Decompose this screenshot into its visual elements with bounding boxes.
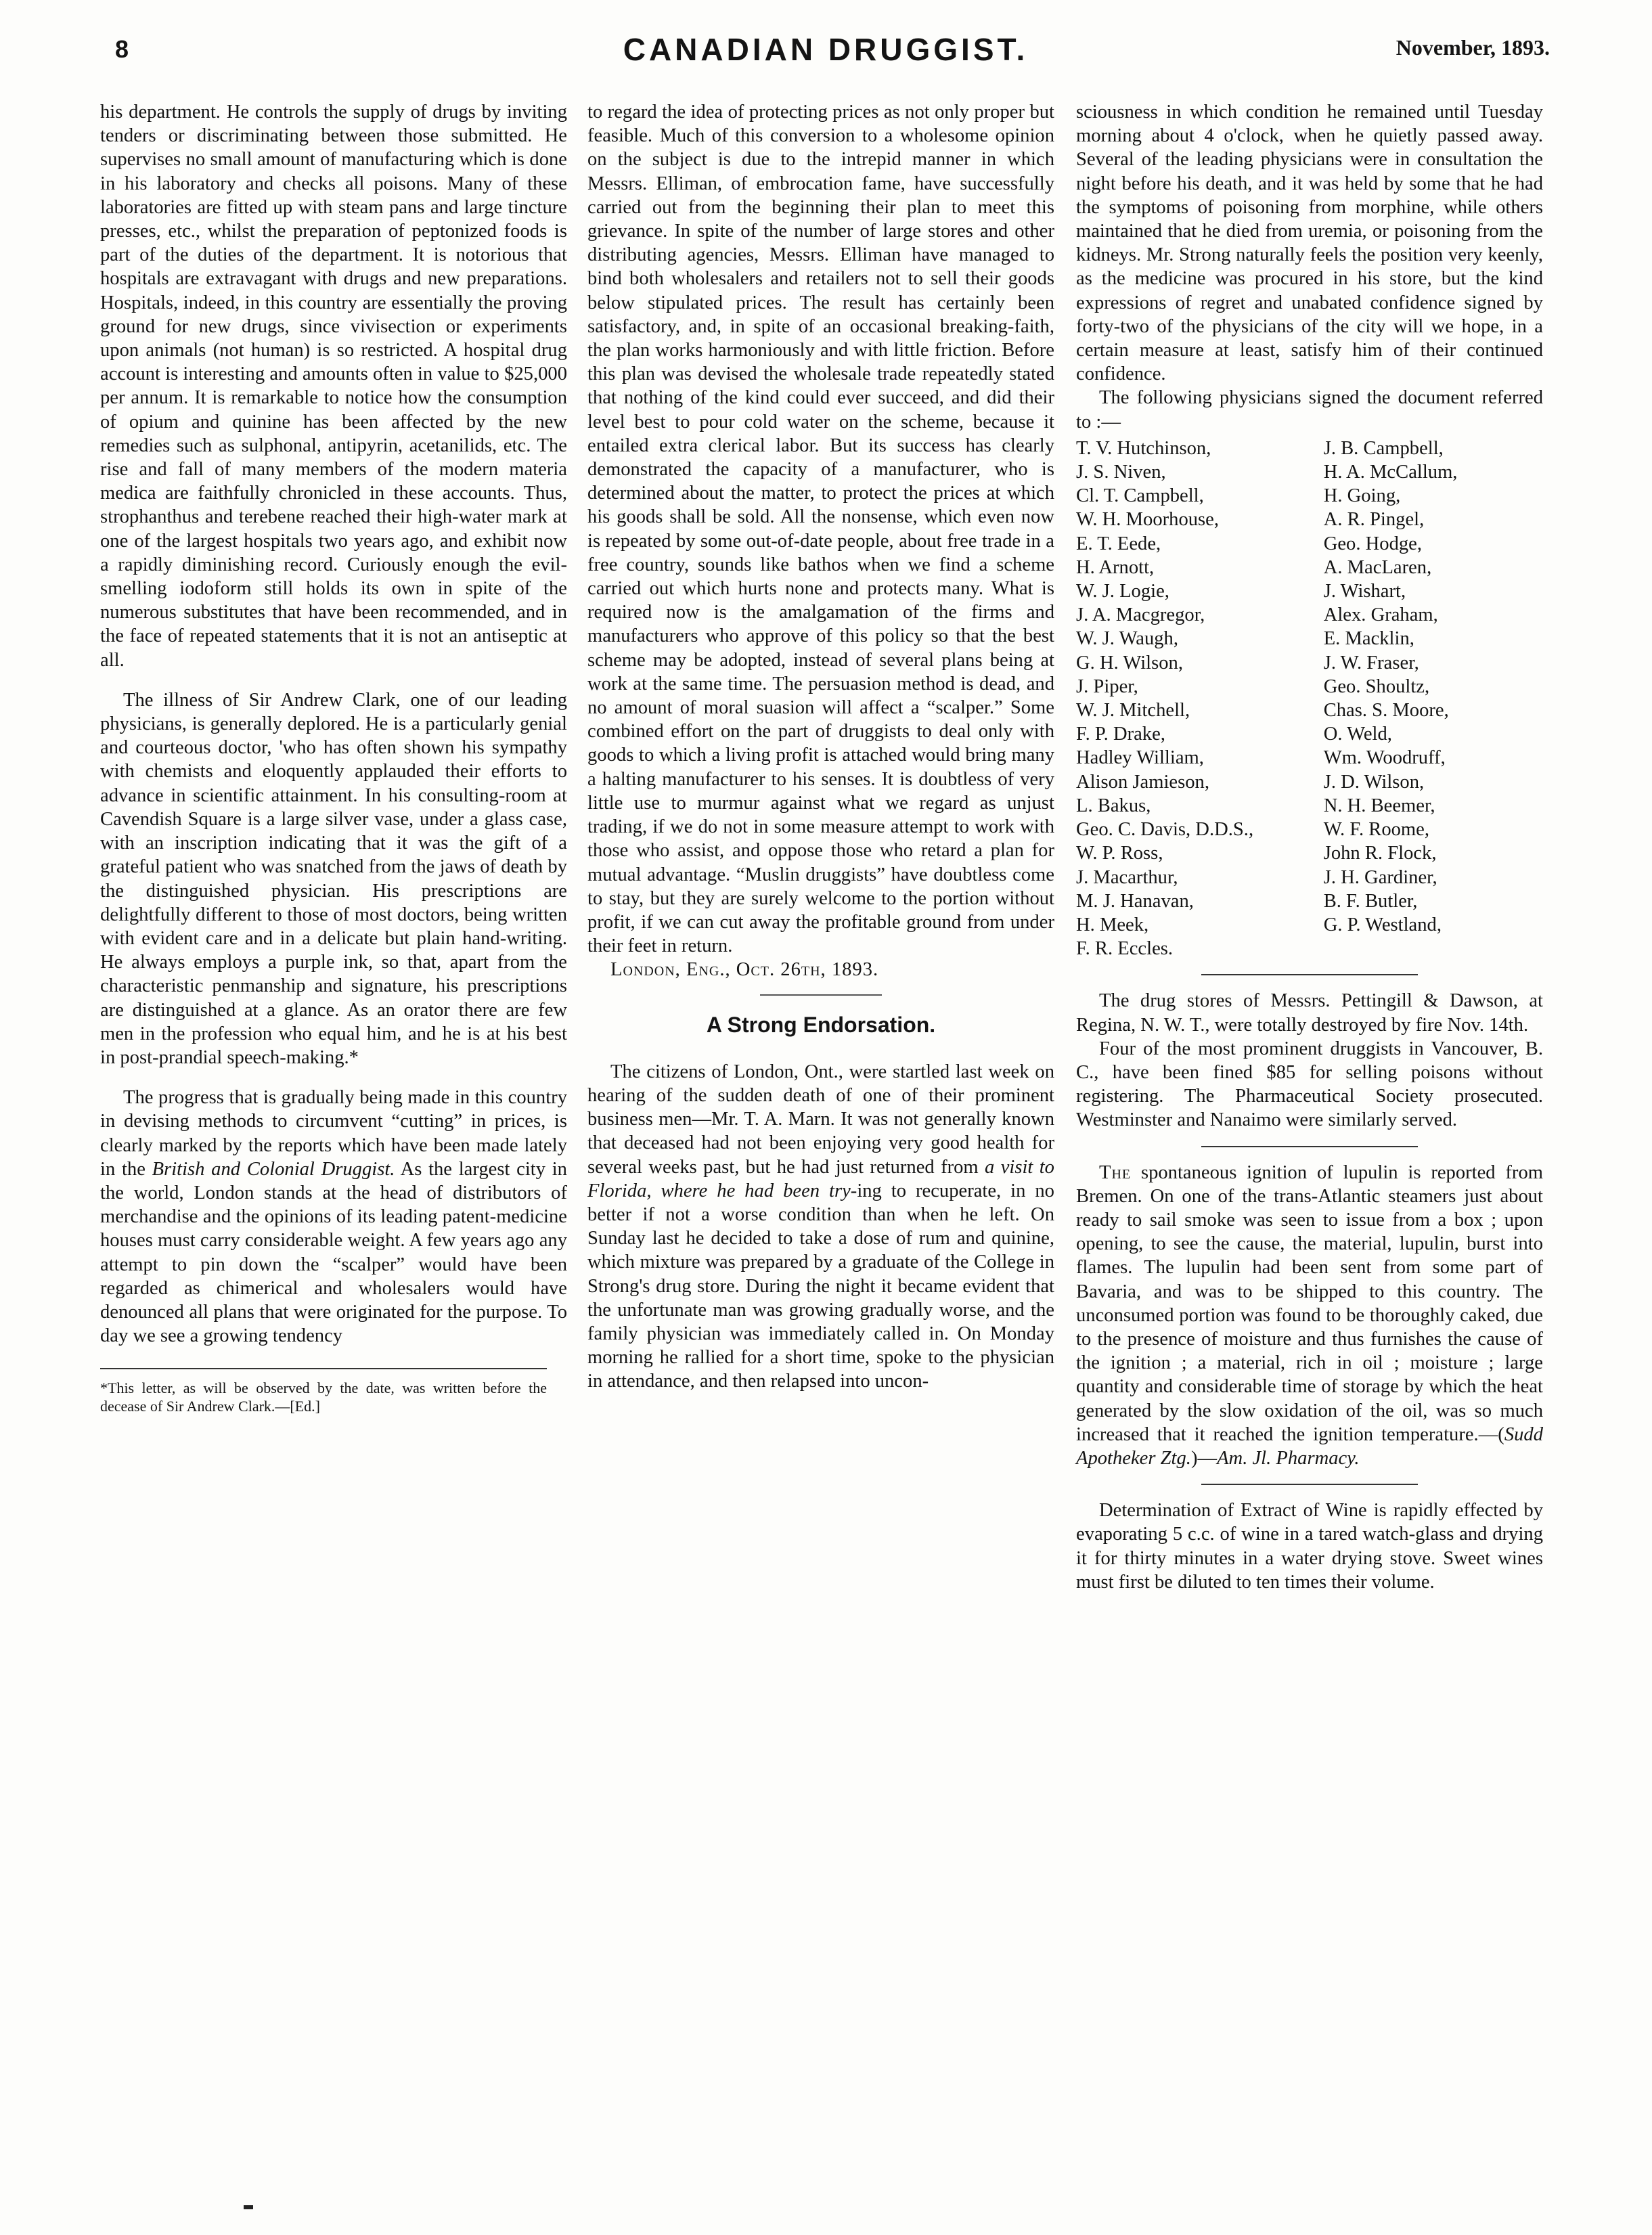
physician-name: W. F. Roome, bbox=[1323, 819, 1430, 841]
text-run: As the largest city in the world, London stands at the head of distributors of merchandise and the opinions of its leading patent-medicine houses must carry considerable weight. A few years ago any attempt to pin down the “scalper” would have been regarded as chimerical and wholesalers would have denounced all plans that were originated for the purpose. To day we see a growing tendency bbox=[100, 1158, 567, 1347]
physician-row bbox=[1076, 484, 1543, 508]
letter-dateline: London, Eng., Oct. 26th, 1893. bbox=[610, 959, 879, 981]
physician-row bbox=[1076, 579, 1543, 603]
physician-row bbox=[1076, 508, 1543, 531]
divider-rule bbox=[760, 994, 882, 996]
physician-row bbox=[1076, 889, 1543, 913]
physician-row bbox=[1076, 818, 1543, 841]
physician-row bbox=[1076, 651, 1543, 675]
physician-name: H. A. McCallum, bbox=[1323, 462, 1458, 483]
article-paragraph: to regard the idea of protecting prices as not only proper but feasible. Much of this conversion to a wholesome opinion on the subject is due to the intrepid manner in which Messrs. Elliman, of embrocation fame, have successfully carried out from the beginning their plan to meet this grievance. In spite of the number of large stores and other distributing agencies, Messrs. Elliman have managed to bind both wholesalers and retailers not to sell their goods below stipulated prices. The result has certainly been satisfactory, and, in spite of an occasional breaking-faith, the plan works harmoniously and with little friction. Before this plan was devised the wholesale trade repeatedly stated that nothing of the kind could ever succeed, and did their level best to pour cold water on the scheme, because it entailed extra clerical labor. But its success has clearly demonstrated the capacity of a manufacturer, who is determined about the matter, to protect the prices at which his goods shall be sold. All the nonsense, which even now is repeated by some out-of-date people, about free trade in a free country, sounds like bathos when we find a scheme carried out which hurts none and protects many. What is required now is the amalgamation of the firms and manufacturers who approve of this policy so that the best scheme may be adopted, instead of several plans being at work at the same time. The persuasion method is dead, and no amount of moral suasion will affect a “scalper.” Some combined effort on the part of druggists to deal only with goods to which a living profit is attached would bring many a halting manufacturer to his senses. It is doubtless of very little use to murmur against what we regard as unjust trading, if we do not in some measure attempt to work with those who assist, and oppose those who retard a plan for mutual advantage. “Muslin druggists” have doubtless come to stay, but they are surely welcome to the portion without profit, if we can cut away the profitable ground from under their feet in return. bbox=[587, 102, 1054, 957]
physician-name: A. MacLaren, bbox=[1323, 556, 1432, 578]
physician-row bbox=[1076, 627, 1543, 650]
physician-row bbox=[1076, 722, 1543, 746]
physician-name: Geo. C. Davis, D.D.S., bbox=[1076, 819, 1254, 841]
physician-name: A. R. Pingel, bbox=[1323, 509, 1425, 531]
physician-name: W. J. Waugh, bbox=[1076, 628, 1178, 650]
divider-rule bbox=[1201, 1146, 1418, 1147]
print-mark bbox=[244, 2205, 253, 2209]
text-run: The citizens of London, Ont., were startled last week on hearing of the sudden death of one of their prominent business men—Mr. T. A. Marn. It was not generally known that deceased had not been enjoying very good health for several weeks past, but he had just returned from bbox=[587, 1061, 1054, 1178]
physician-name: E. T. Eede, bbox=[1076, 533, 1161, 554]
article-paragraph: sciousness in which condition he remained until Tuesday morning about 4 o'clock, when he quietly passed away. Several of the leading physicians were in consultation the night before his death, and it was held by some that he had the symptoms of poisoning from morphine, while others maintained that he died from uremia, or poisoning from the kidneys. Mr. Strong naturally feels the position very keenly, as the medicine was procured in his store, but the kind expressions of regret and unabated confidence signed by forty-two of the physicians of the city will we hope, in a certain measure at least, satisfy him of their continued confidence. bbox=[1076, 102, 1543, 385]
news-item: The drug stores of Messrs. Pettingill & Dawson, at Regina, N. W. T., were totally destroyed by fire Nov. 14th. bbox=[1076, 990, 1543, 1036]
physician-name: Wm. Woodruff, bbox=[1323, 747, 1446, 769]
physician-row bbox=[1076, 866, 1543, 889]
physician-name: J. Wishart, bbox=[1323, 581, 1406, 602]
text-run: spontaneous ignition of lupulin is reported from Bremen. On one of the trans-Atlantic steamers just about ready to sail smoke was seen to issue from a box ; upon opening, to see the cause, the material, lupulin, burst into flames. The lupulin had been sent from some part of Bavaria, and was to be shipped to this country. The unconsumed portion was found to be thoroughly caked, due to the presence of moisture and thus furnishes the cause of the ignition ; a material, rich in oil ; moisture ; large quantity and considerable time of storage by which the heat generated by the slow oxidation of the oil, was so much increased that it reached the ignition temperature.—( bbox=[1076, 1161, 1543, 1445]
article-paragraph bbox=[587, 1060, 1054, 1394]
physician-name: Alison Jamieson, bbox=[1076, 771, 1209, 793]
physician-name: J. S. Niven, bbox=[1076, 462, 1166, 483]
physician-row bbox=[1076, 437, 1543, 460]
source-citation: Am. Jl. Pharmacy. bbox=[1217, 1447, 1360, 1469]
physician-name: Geo. Hodge, bbox=[1323, 533, 1423, 554]
physician-name: H. Arnott, bbox=[1076, 556, 1155, 578]
physician-row bbox=[1076, 794, 1543, 818]
section-heading: A Strong Endorsation. bbox=[706, 1012, 936, 1037]
physician-name: B. F. Butler, bbox=[1323, 890, 1418, 912]
physicians-list bbox=[1076, 437, 1543, 960]
source-citation: Sudd Apotheker Ztg. bbox=[1076, 1423, 1543, 1469]
text-run-italic: a visit to Florida, where he had been try- bbox=[587, 1156, 1054, 1201]
physician-name: G. H. Wilson, bbox=[1076, 652, 1183, 673]
text-run: ing to recuperate, in no better if not a worse condition than when he left. On Sunday last he decided to take a dose of rum and quinine, which mixture was prepared by a graduate of the College in Strong's drug store. During the night it became evident that the unfortunate man was growing gradually worse, and the family physician was immediately called in. On Monday morning he rallied for a short time, spoke to the physician in attendance, and then relapsed into uncon- bbox=[587, 1180, 1054, 1392]
physician-name: J. W. Fraser, bbox=[1323, 652, 1419, 673]
masthead-title: CANADIAN DRUGGIST. bbox=[623, 32, 1029, 67]
physician-name bbox=[1324, 937, 1543, 960]
physician-row bbox=[1076, 699, 1543, 722]
physician-name: H. Going, bbox=[1323, 485, 1401, 507]
physician-name: Chas. S. Moore, bbox=[1323, 700, 1449, 722]
news-item: Determination of Extract of Wine is rapidly effected by evaporating 5 c.c. of wine in a tared watch-glass and drying it for thirty minutes in a water drying stove. Sweet wines must first be diluted to ten times their volume. bbox=[1076, 1500, 1543, 1593]
article-paragraph: his department. He controls the supply of drugs by inviting tenders or discriminating between those submitted. He supervises no small amount of manufacturing which is done in his laboratory and checks all poisons. Many of these laboratories are fitted up with steam pans and large tincture presses, etc., whilst the preparation of peptonized foods is part of the duties of the department. It is notorious that hospitals are extravagant with drugs and new preparations. Hospitals, indeed, in this country are essentially the proving ground for new drugs, since vivisection or experiments upon animals (not human) is so restricted. A hospital drug account is interesting and amounts often in value to $25,000 per annum. It is remarkable to notice how the consumption of opium and quinine has been affected by the new remedies such as sulphonal, antipyrin, acetanilids, etc. The rise and fall of many members of the modern materia medica are faithfully chronicled in these accounts. Thus, strophanthus and terebene reached their high-water mark at one of the largest hospitals two years ago, and exhibit now a rapidly diminishing record. Curiously enough the evil-smelling iodoform still holds its own in spite of the numerous substitutes that have been recommended, and in the face of repeated statements that it is not an antiseptic at all. bbox=[100, 102, 567, 671]
physician-name: M. J. Hanavan, bbox=[1076, 890, 1194, 912]
physician-name: H. Meek, bbox=[1076, 914, 1149, 935]
physician-name: J. H. Gardiner, bbox=[1323, 866, 1437, 888]
physician-row bbox=[1076, 532, 1543, 556]
issue-date: November, 1893. bbox=[1396, 35, 1550, 60]
physician-row bbox=[1076, 770, 1543, 794]
physician-name: W. P. Ross, bbox=[1076, 843, 1163, 864]
physician-name: W. J. Mitchell, bbox=[1076, 700, 1190, 722]
physician-name: E. Macklin, bbox=[1323, 628, 1414, 650]
physician-row bbox=[1076, 556, 1543, 579]
physician-row bbox=[1076, 841, 1543, 865]
physician-name: Geo. Shoultz, bbox=[1323, 676, 1430, 697]
physician-name: F. R. Eccles. bbox=[1076, 938, 1174, 960]
column-2 bbox=[587, 100, 1054, 1394]
physician-name: T. V. Hutchinson, bbox=[1076, 437, 1211, 459]
physician-name: Hadley William, bbox=[1076, 747, 1204, 769]
physician-name: N. H. Beemer, bbox=[1323, 795, 1435, 816]
page-number: 8 bbox=[115, 35, 129, 63]
physician-row bbox=[1076, 746, 1543, 770]
physician-row bbox=[1076, 460, 1543, 484]
physician-name: W. H. Moorhouse, bbox=[1076, 509, 1220, 531]
text-run: )— bbox=[1190, 1447, 1218, 1469]
physician-row bbox=[1076, 603, 1543, 627]
physician-name: L. Bakus, bbox=[1076, 795, 1151, 816]
publication-title: British and Colonial Druggist. bbox=[152, 1158, 395, 1180]
physician-name: O. Weld, bbox=[1323, 724, 1392, 745]
physician-name: J. Macarthur, bbox=[1076, 866, 1178, 888]
physician-name: G. P. Westland, bbox=[1323, 914, 1442, 935]
news-item: Four of the most prominent druggists in Vancouver, B. C., have been fined $85 for selling poisons without registering. The Pharmaceutical Society prosecuted. Westminster and Nanaimo were similarly served. bbox=[1076, 1038, 1543, 1131]
physician-name: F. P. Drake, bbox=[1076, 724, 1165, 745]
column-3 bbox=[1076, 100, 1543, 1594]
news-item bbox=[1076, 1161, 1543, 1471]
editor-footnote: *This letter, as will be observed by the date, was written before the decease of Sir Andrew Clark.—[Ed.] bbox=[100, 1368, 547, 1415]
physician-name: Cl. T. Campbell, bbox=[1076, 485, 1204, 507]
page-header bbox=[102, 26, 1550, 73]
physician-row bbox=[1076, 675, 1543, 699]
text-run: The progress that is gradually being made in this country in devising methods to circumvent “cutting” in prices, is clearly marked by the reports which have been made lately in the bbox=[100, 1087, 567, 1180]
physician-row bbox=[1076, 937, 1543, 960]
physician-name: W. J. Logie, bbox=[1076, 581, 1169, 602]
divider-rule bbox=[1201, 1484, 1418, 1485]
article-paragraph: The following physicians signed the document referred to :— bbox=[1076, 387, 1543, 433]
article-paragraph bbox=[100, 1086, 567, 1348]
physician-row bbox=[1076, 913, 1543, 937]
physician-name: Alex. Graham, bbox=[1323, 604, 1438, 626]
physician-name: J. B. Campbell, bbox=[1323, 437, 1444, 459]
physician-name: J. D. Wilson, bbox=[1323, 771, 1425, 793]
physician-name: J. A. Macgregor, bbox=[1076, 604, 1205, 626]
divider-rule bbox=[1201, 974, 1418, 975]
physician-name: John R. Flock, bbox=[1323, 843, 1437, 864]
physician-name: J. Piper, bbox=[1076, 676, 1138, 697]
article-paragraph: The illness of Sir Andrew Clark, one of our leading physicians, is generally deplored. He is a particularly genial and courteous doctor, 'who has often shown his sympathy with chemists and eloquently applauded their efforts to advance in scientific attainment. In his consulting-room at Cavendish Square is a large silver vase, under a glass case, with an inscription indicating that it was the gift of a grateful patient who was snatched from the jaws of death by the distinguished physician. His prescriptions are delightfully different to those of most doctors, being written with evident care and in a delicate but plain hand-writing. He always employs a purple ink, so that, apart from the characteristic penmanship and signature, his prescriptions are distinguished at a glance. As an orator there are few men in the profession who equal him, and he is at his best in post-prandial speech-making.* bbox=[100, 689, 567, 1068]
column-1 bbox=[100, 100, 567, 1415]
lead-in-word: The bbox=[1099, 1161, 1132, 1183]
